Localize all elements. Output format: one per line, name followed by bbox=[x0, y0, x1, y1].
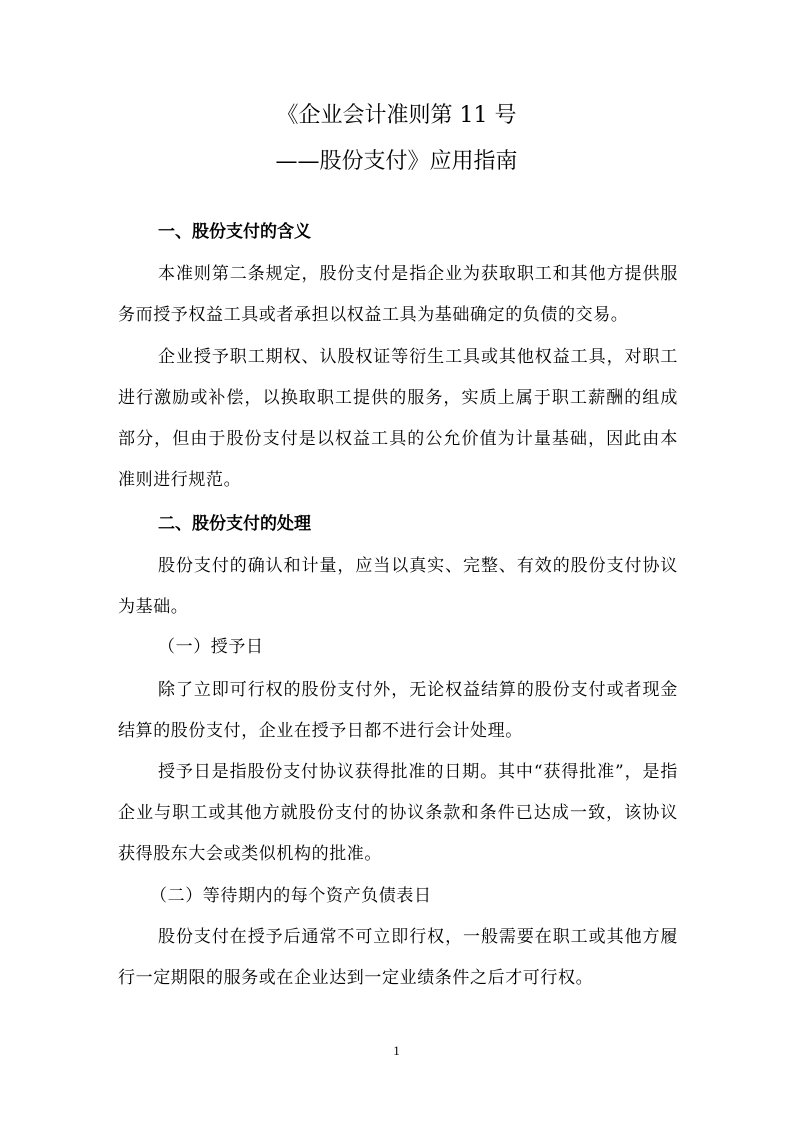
subsection-1-paragraph-2: 授予日是指股份支付协议获得批准的日期。其中“获得批准”，是指企业与职工或其他方就股份支付的协议条款和条件已达成一致，该协议获得股东大会或类似机构的批准。 bbox=[118, 762, 678, 864]
document-title-line-2: ——股份支付》应用指南 bbox=[275, 149, 518, 174]
section-1-paragraph-2: 企业授予职工期权、认股权证等衍生工具或其他权益工具，对职工进行激励或补偿，以换取职工提供的服务，实质上属于职工薪酬的组成部分，但由于股份支付是以权益工具的公允价值为计量基础，因此由本准则进行规范。 bbox=[118, 347, 678, 490]
section-heading-2: 二、股份支付的处理 bbox=[158, 514, 311, 534]
section-heading-1: 一、股份支付的含义 bbox=[158, 222, 311, 242]
subsection-heading-2: （二）等待期内的每个资产负债表日 bbox=[150, 886, 432, 906]
section-1-paragraph-1: 本准则第二条规定，股份支付是指企业为获取职工和其他方提供服务而授予权益工具或者承担以权益工具为基础确定的负债的交易。 bbox=[118, 264, 678, 325]
subsection-2-paragraph-1: 股份支付在授予后通常不可立即行权，一般需要在职工或其他方履行一定期限的服务或在企业达到一定业绩条件之后才可行权。 bbox=[118, 927, 678, 988]
page-number: 1 bbox=[393, 1043, 400, 1058]
section-2-intro: 股份支付的确认和计量，应当以真实、完整、有效的股份支付协议为基础。 bbox=[118, 556, 678, 617]
subsection-1-paragraph-1: 除了立即可行权的股份支付外，无论权益结算的股份支付或者现金结算的股份支付，企业在授予日都不进行会计处理。 bbox=[118, 680, 678, 741]
subsection-heading-1: （一）授予日 bbox=[158, 637, 264, 657]
document-title-line-1: 《企业会计准则第 11 号 bbox=[276, 103, 517, 128]
